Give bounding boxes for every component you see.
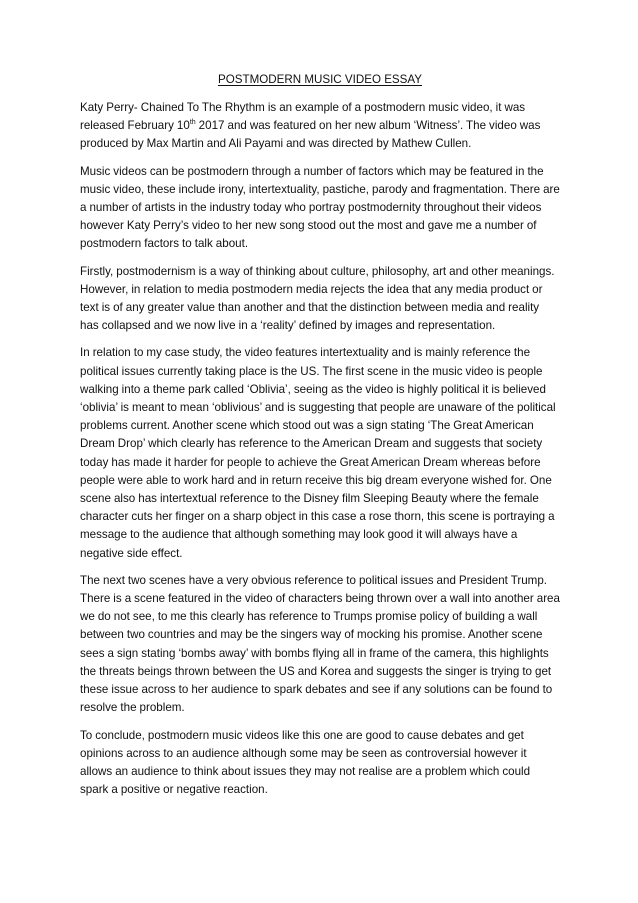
paragraph-political-scenes: The next two scenes have a very obvious reference to political issues and President Trump. There is a scene featured in the video of characters being thrown over a wall into another area we do not see, to me this clearly has reference to Trumps promise policy of building a wall between two countries and may be the singers way of mocking his promise. Another scene sees a sign stating ‘bombs away’ with bombs flying all in frame of the camera, this highlights the threats beings thrown between the US and Korea and suggests the singer is trying to get these issue across to her audience to spark debates and see if any solutions can be found to resolve the problem. (80, 573, 560, 715)
paragraph-postmodern-factors: Music videos can be postmodern through a number of factors which may be featured in the music video, these include irony, intertextuality, pastiche, parody and fragmentation. There are a number of artists in the industry today who portray postmodernity throughout their videos however Katy Perry’s video to her new song stood out the most and gave me a number of postmodern factors to talk about. (80, 164, 560, 251)
paragraph-case-study: In relation to my case study, the video features intertextuality and is mainly reference the political issues currently taking place is the US. The first scene in the music video is people walking into a theme park called ‘Oblivia’, seeing as the video is highly political it is believed ‘oblivia’ is meant to mean ‘oblivious’ and is suggesting that people are unaware of the political problems current. Another scene which stood out was a sign stating ‘The Great American Dream Drop’ which clearly has reference to the American Dream and suggests that society today has made it harder for people to achieve the Great American Dream whereas before people were able to work hard and in return receive this big dream everyone wished for. One scene also has intertextual reference to the Disney film Sleeping Beauty where the female character cuts her finger on a sharp object in this case a rose thorn, this scene is portraying a message to the audience that although something may look good it will always have a negative side effect. (80, 346, 556, 560)
paragraph-intro-text-a: Katy Perry- Chained To The Rhythm is an example of a postmodern music video, it was released February 10 (80, 101, 526, 133)
date-ordinal-suffix: th (189, 119, 196, 127)
essay-title: POSTMODERN MUSIC VIDEO ESSAY (218, 73, 422, 86)
paragraph-postmodernism-definition: Firstly, postmodernism is a way of thinking about culture, philosophy, art and other meanings. However, in relation to media postmodern media rejects the idea that any media product or text is of any greater value than another and that the distinction between media and reality has collapsed and we now live in a ‘reality’ defined by images and representation. (80, 264, 555, 333)
paragraph-intro-text-b: 2017 and was featured on her new album ‘Witness’. The video was produced by Max Martin and Ali Payami and was directed by Mathew Cullen. (80, 119, 541, 151)
paragraph-conclusion: To conclude, postmodern music videos like this one are good to cause debates and get opinions across to an audience although some may be seen as controversial however it allows an audience to think about issues they may not realise are a problem which could spark a positive or negative reaction. (80, 728, 531, 797)
paragraph-intro (80, 99, 560, 154)
